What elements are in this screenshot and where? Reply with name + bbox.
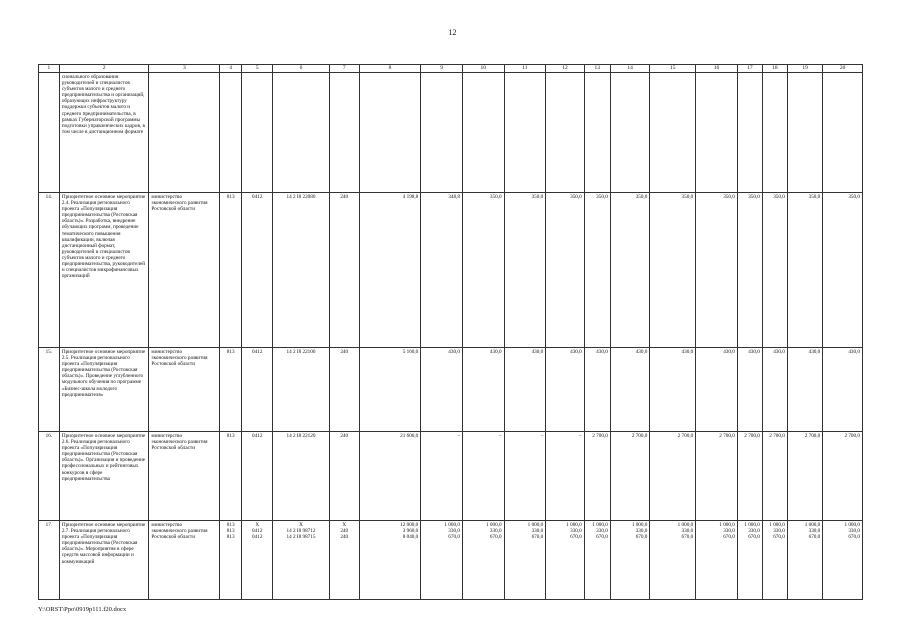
column-number: 6: [273, 65, 329, 73]
cell-value: 350,0: [848, 194, 860, 200]
cell-col-5: [242, 348, 273, 432]
cell-value: 430,0: [489, 349, 502, 355]
table-row: [39, 193, 863, 348]
cell-col-14: [610, 432, 650, 521]
row-number: 14.: [39, 193, 60, 348]
cell-value: 430,0: [723, 349, 735, 355]
cell-value: 1 000,0: [719, 522, 735, 528]
column-number: 11: [504, 65, 546, 73]
table-row: [39, 432, 863, 521]
cell-value: 330,0: [448, 528, 460, 535]
cell-value: 330,0: [748, 528, 760, 535]
cell-col-16: [696, 521, 738, 600]
cell-value: 1 000,0: [677, 522, 694, 528]
cell-value: 670,0: [681, 534, 694, 541]
cell-value: 430,0: [596, 349, 608, 355]
column-number: 2: [59, 65, 149, 73]
column-number: 8: [359, 65, 420, 73]
cell-col-8: [359, 193, 420, 348]
cell-value: 350,0: [531, 194, 544, 200]
cell-col-10: [462, 521, 504, 600]
cell-value: 330,0: [531, 528, 544, 535]
cell-value: X: [299, 522, 303, 528]
cell-col-10: [462, 73, 504, 193]
cell-col-10: [462, 193, 504, 348]
cell-value: 330,0: [848, 528, 860, 535]
cell-value: 813: [226, 528, 235, 535]
cell-col-13: [584, 193, 610, 348]
cell-value: 348,8: [448, 194, 460, 200]
cell-col-17: [737, 193, 762, 348]
column-number: 9: [421, 65, 463, 73]
row-number: 16.: [39, 432, 60, 521]
cell-col-11: [504, 73, 546, 193]
cell-col-11: [504, 193, 546, 348]
cell-col-15: [650, 73, 696, 193]
cell-value: 670,0: [448, 534, 460, 541]
cell-value: 1 000,0: [844, 522, 860, 528]
cell-col-4: [220, 432, 242, 521]
cell-value: 1 000,0: [444, 522, 460, 528]
cell-value: –: [498, 433, 502, 439]
cell-col-12: [546, 432, 585, 521]
cell-col-6: [273, 348, 329, 432]
cell-value: 2 700,0: [844, 433, 860, 439]
cell-col-11: [504, 521, 546, 600]
cell-value: 4 198,8: [402, 194, 419, 200]
cell-col-15: [650, 521, 696, 600]
cell-value: 0412: [252, 349, 263, 355]
cell-value: 813: [226, 534, 235, 541]
activity-name: Приоритетное основное мероприятие 2.4. Реализация регионального проекта «Популяризация предпринимательства (Ростовская область)». Разработка, внедрение обучающих программ, проведение тематического повышения квалификации, включая дистанционный формат, руководителей и специалистов субъектов малого и среднего предпринимательства, руководителей и специалистов микрофинансовых организаций: [59, 193, 149, 348]
cell-col-7: [329, 348, 359, 432]
cell-col-9: [421, 432, 463, 521]
activity-name: сионального образования руководителей и специалистов субъектов малого и среднего предпринимательства и организаций, образующих инфраструктуру поддержки субъектов малого и среднего предпринимательства, в рамках Губернаторской программы подготовки управленческих кадров, в том числе в дистанционном формате: [59, 73, 149, 193]
cell-value: 350,0: [773, 194, 785, 200]
cell-value: 330,0: [681, 528, 694, 535]
column-number: 19: [787, 65, 822, 73]
cell-col-17: [737, 521, 762, 600]
cell-value: 1 000,0: [486, 522, 502, 528]
cell-col-19: [787, 348, 822, 432]
cell-col-14: [610, 73, 650, 193]
row-number: 17.: [39, 521, 60, 600]
cell-value: 14 2 I8 22100: [286, 349, 316, 355]
cell-value: 670,0: [848, 534, 860, 541]
cell-col-13: [584, 521, 610, 600]
cell-col-8: [359, 432, 420, 521]
cell-value: 430,0: [848, 349, 860, 355]
cell-value: 430,0: [748, 349, 760, 355]
cell-value: 0412: [252, 194, 263, 200]
cell-col-7: [329, 432, 359, 521]
cell-value: 430,0: [681, 349, 694, 355]
cell-value: 2 700,0: [804, 433, 821, 439]
activity-name: Приоритетное основное мероприятие 2.5. Реализация регионального проекта «Популяризация предпринимательства (Ростовская область)». Проведение углубленного модульного обучения по программе «Бизнес-школа молодого предпринимателя»: [59, 348, 149, 432]
cell-col-20: [823, 521, 863, 600]
cell-value: 813: [226, 522, 235, 528]
cell-value: 350,0: [723, 194, 735, 200]
cell-value: 1 000,0: [592, 522, 608, 528]
cell-value: –: [579, 433, 582, 439]
cell-value: X: [342, 522, 347, 528]
cell-value: 350,0: [635, 194, 648, 200]
cell-col-6: [273, 432, 329, 521]
cell-col-8: [359, 73, 420, 193]
cell-value: 21 600,0: [400, 433, 419, 439]
cell-col-13: [584, 348, 610, 432]
cell-col-7: [329, 521, 359, 600]
cell-col-10: [462, 432, 504, 521]
cell-value: 8 040,0: [402, 534, 419, 541]
cell-value: 1 000,0: [804, 522, 821, 528]
page-number: 12: [448, 28, 457, 37]
cell-col-14: [610, 521, 650, 600]
cell-col-20: [823, 432, 863, 521]
executor: министерство экономического развития Ростовской области: [149, 521, 220, 600]
column-number: 13: [584, 65, 610, 73]
executor: министерство экономического развития Ростовской области: [149, 348, 220, 432]
cell-value: 670,0: [596, 534, 608, 541]
cell-value: 430,0: [570, 349, 582, 355]
cell-col-11: [504, 432, 546, 521]
column-number: 4: [220, 65, 242, 73]
cell-value: 350,0: [748, 194, 760, 200]
cell-value: 2 700,0: [592, 433, 608, 439]
cell-col-20: [823, 193, 863, 348]
column-number: 15: [650, 65, 696, 73]
cell-col-5: [242, 521, 273, 600]
cell-col-16: [696, 432, 738, 521]
cell-col-10: [462, 348, 504, 432]
cell-value: 14 2 I8 22120: [286, 433, 316, 439]
cell-col-9: [421, 193, 463, 348]
cell-value: 240: [340, 194, 349, 200]
cell-col-17: [737, 348, 762, 432]
cell-col-18: [762, 73, 787, 193]
cell-value: 813: [226, 349, 235, 355]
cell-value: 670,0: [748, 534, 760, 541]
cell-value: 240: [340, 349, 349, 355]
table-row: [39, 348, 863, 432]
cell-col-5: [242, 432, 273, 521]
cell-value: 430,0: [773, 349, 785, 355]
cell-value: 430,0: [531, 349, 544, 355]
cell-value: 813: [226, 433, 235, 439]
row-number: 15.: [39, 348, 60, 432]
cell-value: 350,0: [681, 194, 694, 200]
cell-col-17: [737, 432, 762, 521]
cell-col-6: [273, 521, 329, 600]
cell-value: –: [457, 433, 460, 439]
cell-col-9: [421, 521, 463, 600]
cell-value: 350,0: [808, 194, 821, 200]
cell-value: 670,0: [635, 534, 648, 541]
cell-value: 670,0: [773, 534, 785, 541]
executor: министерство экономического развития Ростовской области: [149, 432, 220, 521]
cell-col-16: [696, 348, 738, 432]
cell-value: 2 700,0: [677, 433, 694, 439]
cell-col-16: [696, 193, 738, 348]
cell-col-6: [273, 73, 329, 193]
cell-value: 430,0: [635, 349, 648, 355]
cell-col-14: [610, 348, 650, 432]
cell-value: 1 000,0: [566, 522, 582, 528]
file-path-footer: Y:\ORST\Ppo\0919p111.f20.docx: [38, 606, 127, 613]
cell-col-13: [584, 432, 610, 521]
cell-value: 1 000,0: [631, 522, 648, 528]
cell-col-7: [329, 193, 359, 348]
cell-value: 1 000,0: [769, 522, 785, 528]
cell-value: 670,0: [723, 534, 735, 541]
cell-value: X: [255, 522, 260, 528]
cell-value: 14 2 I8 22080: [286, 194, 316, 200]
activity-name: Приоритетное основное мероприятие 2.6. Реализация регионального проекта «Популяризация предпринимательства (Ростовская область)». Организация и проведение профессиональных и рейтинговых конкурсов в сфере предпринимательства: [59, 432, 149, 521]
budget-table: [38, 64, 863, 600]
cell-col-20: [823, 73, 863, 193]
cell-value: 1 000,0: [527, 522, 544, 528]
cell-value: 430,0: [808, 349, 821, 355]
cell-value: 240: [340, 528, 349, 535]
column-number: 16: [696, 65, 738, 73]
cell-value: 240: [340, 534, 349, 541]
table-row: [39, 73, 863, 193]
cell-col-6: [273, 193, 329, 348]
cell-value: 350,0: [596, 194, 608, 200]
column-number: 14: [610, 65, 650, 73]
cell-col-18: [762, 193, 787, 348]
cell-col-18: [762, 432, 787, 521]
cell-col-19: [787, 193, 822, 348]
column-number: 1: [39, 65, 60, 73]
cell-value: 12 000,0: [400, 522, 419, 528]
cell-value: 350,0: [570, 194, 582, 200]
column-number: 10: [462, 65, 504, 73]
cell-col-15: [650, 348, 696, 432]
cell-value: 5 160,0: [402, 349, 419, 355]
cell-col-12: [546, 348, 585, 432]
cell-col-8: [359, 521, 420, 600]
cell-value: 330,0: [773, 528, 785, 535]
column-number: 7: [329, 65, 359, 73]
cell-value: –: [540, 433, 544, 439]
cell-value: 430,0: [448, 349, 460, 355]
cell-value: 330,0: [808, 528, 821, 535]
cell-value: 330,0: [635, 528, 648, 535]
cell-value: 813: [226, 194, 235, 200]
cell-col-12: [546, 73, 585, 193]
cell-col-12: [546, 521, 585, 600]
cell-value: 1 000,0: [744, 522, 760, 528]
cell-value: 670,0: [570, 534, 582, 541]
cell-col-15: [650, 193, 696, 348]
executor: министерство экономического развития Ростовской области: [149, 193, 220, 348]
column-number: 3: [149, 65, 220, 73]
cell-col-4: [220, 521, 242, 600]
cell-value: 330,0: [596, 528, 608, 535]
cell-col-17: [737, 73, 762, 193]
cell-col-18: [762, 521, 787, 600]
row-number: [39, 73, 60, 193]
cell-value: 0412: [252, 433, 263, 439]
cell-col-11: [504, 348, 546, 432]
cell-value: 0412: [252, 534, 263, 541]
cell-col-8: [359, 348, 420, 432]
cell-value: 2 700,0: [769, 433, 785, 439]
activity-name: Приоритетное основное мероприятие 2.7. Реализация регионального проекта «Популяризация предпринимательства (Ростовская область)». Мероприятия в сфере средств массовой информации и коммуникаций: [59, 521, 149, 600]
cell-value: 330,0: [489, 528, 502, 535]
cell-col-13: [584, 73, 610, 193]
cell-value: 2 700,0: [744, 433, 760, 439]
cell-value: 14 2 I8 98712: [286, 528, 316, 535]
column-number: 20: [823, 65, 863, 73]
cell-col-4: [220, 73, 242, 193]
cell-col-20: [823, 348, 863, 432]
cell-col-7: [329, 73, 359, 193]
cell-value: 240: [340, 433, 349, 439]
cell-col-4: [220, 193, 242, 348]
cell-col-15: [650, 432, 696, 521]
cell-value: 2 700,0: [631, 433, 648, 439]
cell-col-19: [787, 73, 822, 193]
cell-col-9: [421, 73, 463, 193]
cell-value: 0412: [252, 528, 263, 535]
column-number: 5: [242, 65, 273, 73]
cell-value: 2 700,0: [719, 433, 735, 439]
cell-value: 670,0: [489, 534, 502, 541]
cell-value: 14 2 I8 98715: [286, 534, 316, 541]
executor: [149, 73, 220, 193]
cell-col-19: [787, 432, 822, 521]
cell-col-19: [787, 521, 822, 600]
cell-col-9: [421, 348, 463, 432]
cell-value: 3 960,0: [402, 528, 419, 535]
column-number: 12: [546, 65, 585, 73]
column-number-row: [39, 65, 863, 73]
cell-col-18: [762, 348, 787, 432]
cell-value: 330,0: [723, 528, 735, 535]
cell-col-5: [242, 73, 273, 193]
cell-col-16: [696, 73, 738, 193]
cell-col-14: [610, 193, 650, 348]
cell-value: 670,0: [531, 534, 544, 541]
cell-col-12: [546, 193, 585, 348]
cell-value: 670,0: [808, 534, 821, 541]
column-number: 18: [762, 65, 787, 73]
cell-value: 330,0: [570, 528, 582, 535]
column-number: 17: [737, 65, 762, 73]
table-row: [39, 521, 863, 600]
cell-value: 350,0: [489, 194, 502, 200]
cell-col-4: [220, 348, 242, 432]
cell-col-5: [242, 193, 273, 348]
